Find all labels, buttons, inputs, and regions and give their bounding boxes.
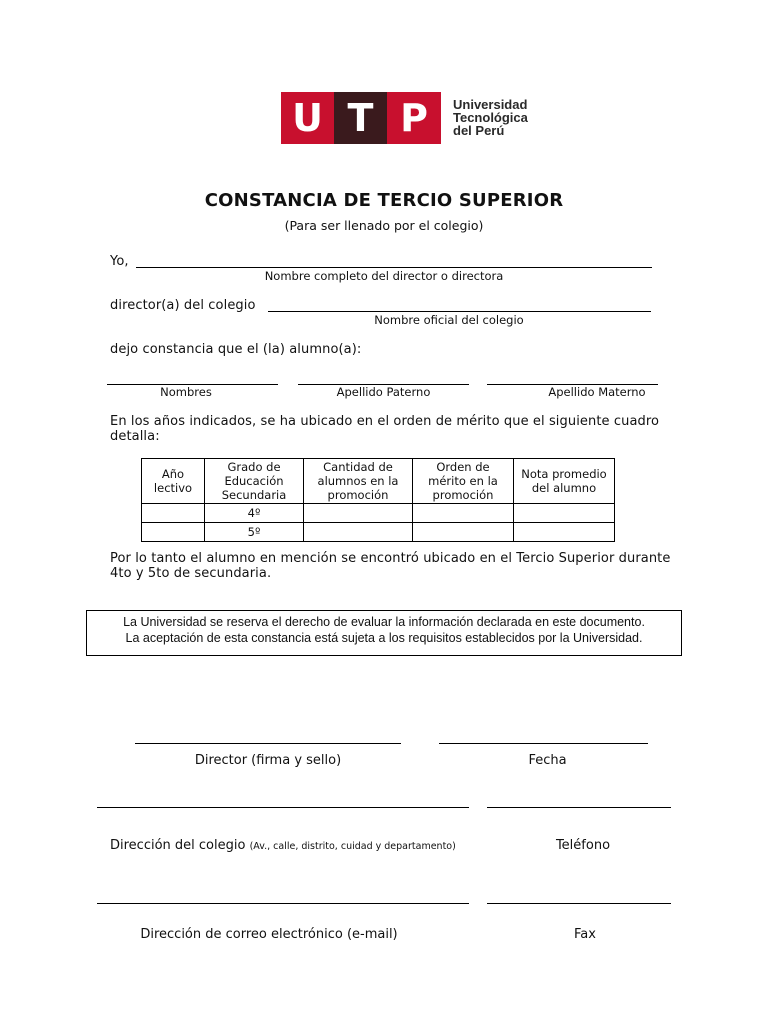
header-line: promoción <box>327 488 389 502</box>
header-orden <box>413 459 514 504</box>
merit-table <box>141 458 615 542</box>
director-name-field[interactable] <box>136 267 652 268</box>
logo-wordmark <box>453 98 528 137</box>
student-names-caption: Nombres <box>160 385 212 399</box>
school-name-field[interactable] <box>268 311 651 312</box>
logo-letter-t: T <box>334 92 387 144</box>
logo-text-line: del Perú <box>453 123 505 138</box>
logo-letter-p: P <box>387 92 441 144</box>
school-address-hint: (Av., calle, distrito, cuidad y departamento) <box>249 841 456 852</box>
fax-field[interactable] <box>487 903 671 904</box>
fax-caption: Fax <box>574 927 596 942</box>
conclusion-line2: 4to y 5to de secundaria. <box>110 566 272 581</box>
student-maternal-caption: Apellido Materno <box>548 385 646 399</box>
notice-line2: La aceptación de esta constancia está sujeta a los requisitos establecidos por la Universidad. <box>125 630 643 645</box>
director-signature-caption: Director (firma y sello) <box>194 753 342 768</box>
header-line: Secundaria <box>221 488 287 502</box>
header-line: promoción <box>432 488 494 502</box>
header-line: Cantidad de <box>323 460 393 474</box>
university-notice <box>86 610 682 656</box>
document-subtitle: (Para ser llenado por el colegio) <box>284 218 484 233</box>
email-field[interactable] <box>97 903 469 904</box>
email-caption: Dirección de correo electrónico (e-mail) <box>140 927 398 942</box>
date-caption: Fecha <box>528 753 567 768</box>
header-cantidad <box>304 459 413 504</box>
document-title: CONSTANCIA DE TERCIO SUPERIOR <box>204 190 564 211</box>
header-line: lectivo <box>153 481 193 495</box>
header-nota <box>514 459 615 504</box>
table-cell[interactable] <box>413 504 514 523</box>
table-cell[interactable] <box>514 523 615 542</box>
table-row <box>142 523 615 542</box>
logo-text-line: Universidad <box>453 97 528 112</box>
director-name-caption: Nombre completo del director o directora <box>264 269 504 283</box>
utp-logo <box>281 92 441 144</box>
header-line: Nota promedio <box>521 467 607 481</box>
header-line: alumnos en la <box>317 474 399 488</box>
header-line: Educación <box>224 474 284 488</box>
logo-letter-u: U <box>281 92 334 144</box>
table-header-row <box>142 459 615 504</box>
table-cell[interactable] <box>304 523 413 542</box>
header-line: mérito en la <box>428 474 498 488</box>
school-name-caption: Nombre oficial del colegio <box>374 313 524 327</box>
student-intro: dejo constancia que el (la) alumno(a): <box>110 342 362 357</box>
conclusion-line1: Por lo tanto el alumno en mención se encontró ubicado en el Tercio Superior durante <box>110 551 671 566</box>
header-line: Grado de <box>227 460 281 474</box>
notice-line1: La Universidad se reserva el derecho de evaluar la información declarada en este documento. <box>123 615 645 629</box>
header-line: Año <box>161 467 185 481</box>
table-cell: 4º <box>205 504 304 523</box>
director-prefix: Yo, <box>110 254 129 269</box>
date-field[interactable] <box>439 743 648 744</box>
school-address-field[interactable] <box>97 807 469 808</box>
school-address-caption <box>110 838 456 853</box>
table-cell[interactable] <box>514 504 615 523</box>
header-ano-lectivo <box>142 459 205 504</box>
student-paternal-caption: Apellido Paterno <box>336 385 431 399</box>
phone-field[interactable] <box>487 807 671 808</box>
table-cell[interactable] <box>142 504 205 523</box>
school-prefix: director(a) del colegio <box>110 298 256 313</box>
logo-text-line: Tecnológica <box>453 110 528 125</box>
table-cell: 5º <box>205 523 304 542</box>
table-row <box>142 504 615 523</box>
table-cell[interactable] <box>304 504 413 523</box>
table-cell[interactable] <box>413 523 514 542</box>
director-signature-field[interactable] <box>135 743 401 744</box>
school-address-label: Dirección del colegio <box>110 838 246 853</box>
header-line: del alumno <box>531 481 597 495</box>
phone-caption: Teléfono <box>555 838 611 853</box>
merit-intro-line2: detalla: <box>110 429 160 444</box>
merit-intro-line1: En los años indicados, se ha ubicado en el orden de mérito que el siguiente cuadro <box>110 414 660 429</box>
header-line: Orden de <box>436 460 490 474</box>
header-grado <box>205 459 304 504</box>
table-cell[interactable] <box>142 523 205 542</box>
